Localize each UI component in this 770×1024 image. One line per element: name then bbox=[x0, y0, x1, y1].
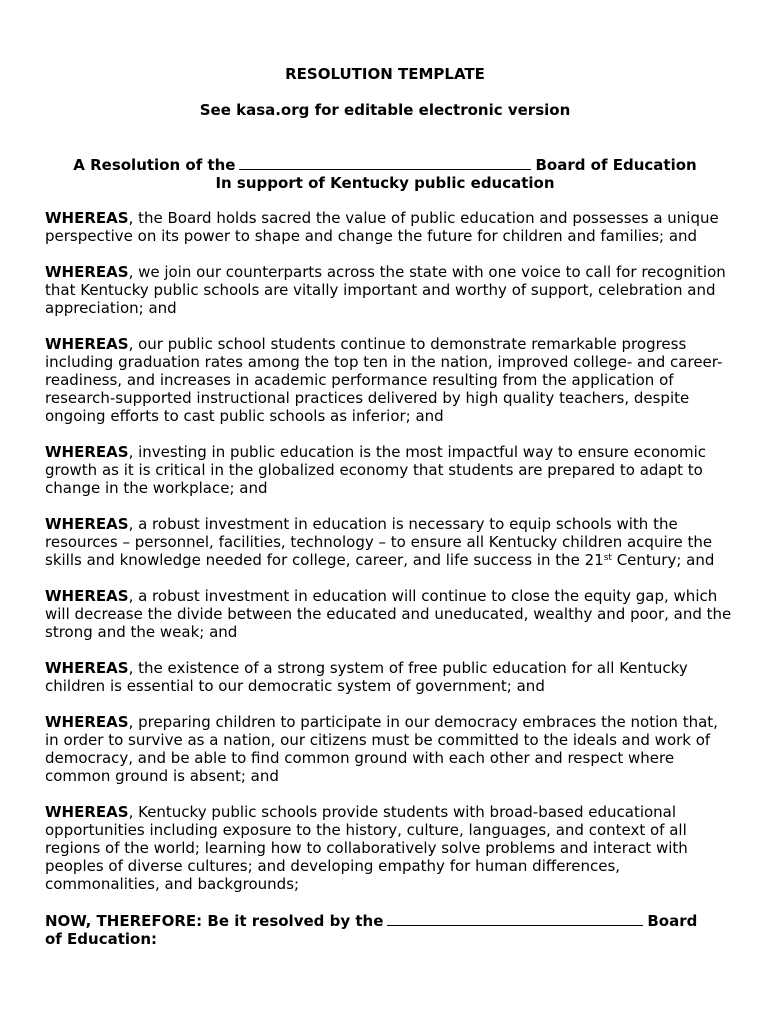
heading-line-1 bbox=[0, 155, 770, 174]
board-name-blank[interactable] bbox=[239, 155, 531, 170]
whereas-paragraph: WHEREAS, our public school students continue to demonstrate remarkable progress including graduation rates among the top ten in the nation, improved college- and career-readiness, and increases in academic performance resulting from the application of research-supported instructional practices delivered by high quality teachers, despite ongoing efforts to cast public schools as inferior; and bbox=[45, 335, 723, 425]
heading-suffix: Board of Education bbox=[535, 156, 697, 174]
whereas-paragraph: WHEREAS, the existence of a strong system of free public education for all Kentucky children is essential to our democratic system of government; and bbox=[45, 659, 688, 695]
board-name-blank-2[interactable] bbox=[387, 911, 643, 926]
document-subtitle: See kasa.org for editable electronic version bbox=[199, 101, 571, 119]
heading-line-2: In support of Kentucky public education bbox=[215, 174, 555, 192]
whereas-paragraph: WHEREAS, preparing children to participate in our democracy embraces the notion that, in order to survive as a nation, our citizens must be committed to the ideals and work of democracy, and be able to find common ground with each other and respect where common ground is absent; and bbox=[45, 713, 718, 785]
whereas-paragraph: WHEREAS, the Board holds sacred the value of public education and possesses a unique perspective on its power to shape and change the future for children and families; and bbox=[45, 209, 719, 245]
whereas-paragraph: WHEREAS, Kentucky public schools provide students with broad-based educational opportunities including exposure to the history, culture, languages, and context of all regions of the world; learning how to collaboratively solve problems and interact with peoples of diverse cultures; and developing empathy for human differences, commonalities, and backgrounds; bbox=[45, 803, 688, 893]
whereas-paragraph: WHEREAS, a robust investment in education will continue to close the equity gap, which will decrease the divide between the educated and uneducated, wealthy and poor, and the strong and the weak; and bbox=[45, 587, 732, 641]
resolution-heading bbox=[0, 155, 770, 192]
resolution-clause: NOW, THEREFORE: Be it resolved by the Board of Education: bbox=[45, 912, 698, 948]
whereas-paragraph: WHEREAS, investing in public education is the most impactful way to ensure economic growth as it is critical in the globalized economy that students are prepared to adapt to change in the workplace; and bbox=[45, 443, 706, 497]
whereas-paragraph: WHEREAS, a robust investment in education is necessary to equip schools with the resources – personnel, facilities, technology – to ensure all Kentucky children acquire the skills and knowledge needed for college, career, and life success in the 21st Century; and bbox=[45, 515, 715, 569]
heading-prefix: A Resolution of the bbox=[73, 156, 236, 174]
whereas-paragraph: WHEREAS, we join our counterparts across the state with one voice to call for recognition that Kentucky public schools are vitally important and worthy of support, celebration and appreciation; and bbox=[45, 263, 726, 317]
document-title: RESOLUTION TEMPLATE bbox=[285, 65, 485, 83]
